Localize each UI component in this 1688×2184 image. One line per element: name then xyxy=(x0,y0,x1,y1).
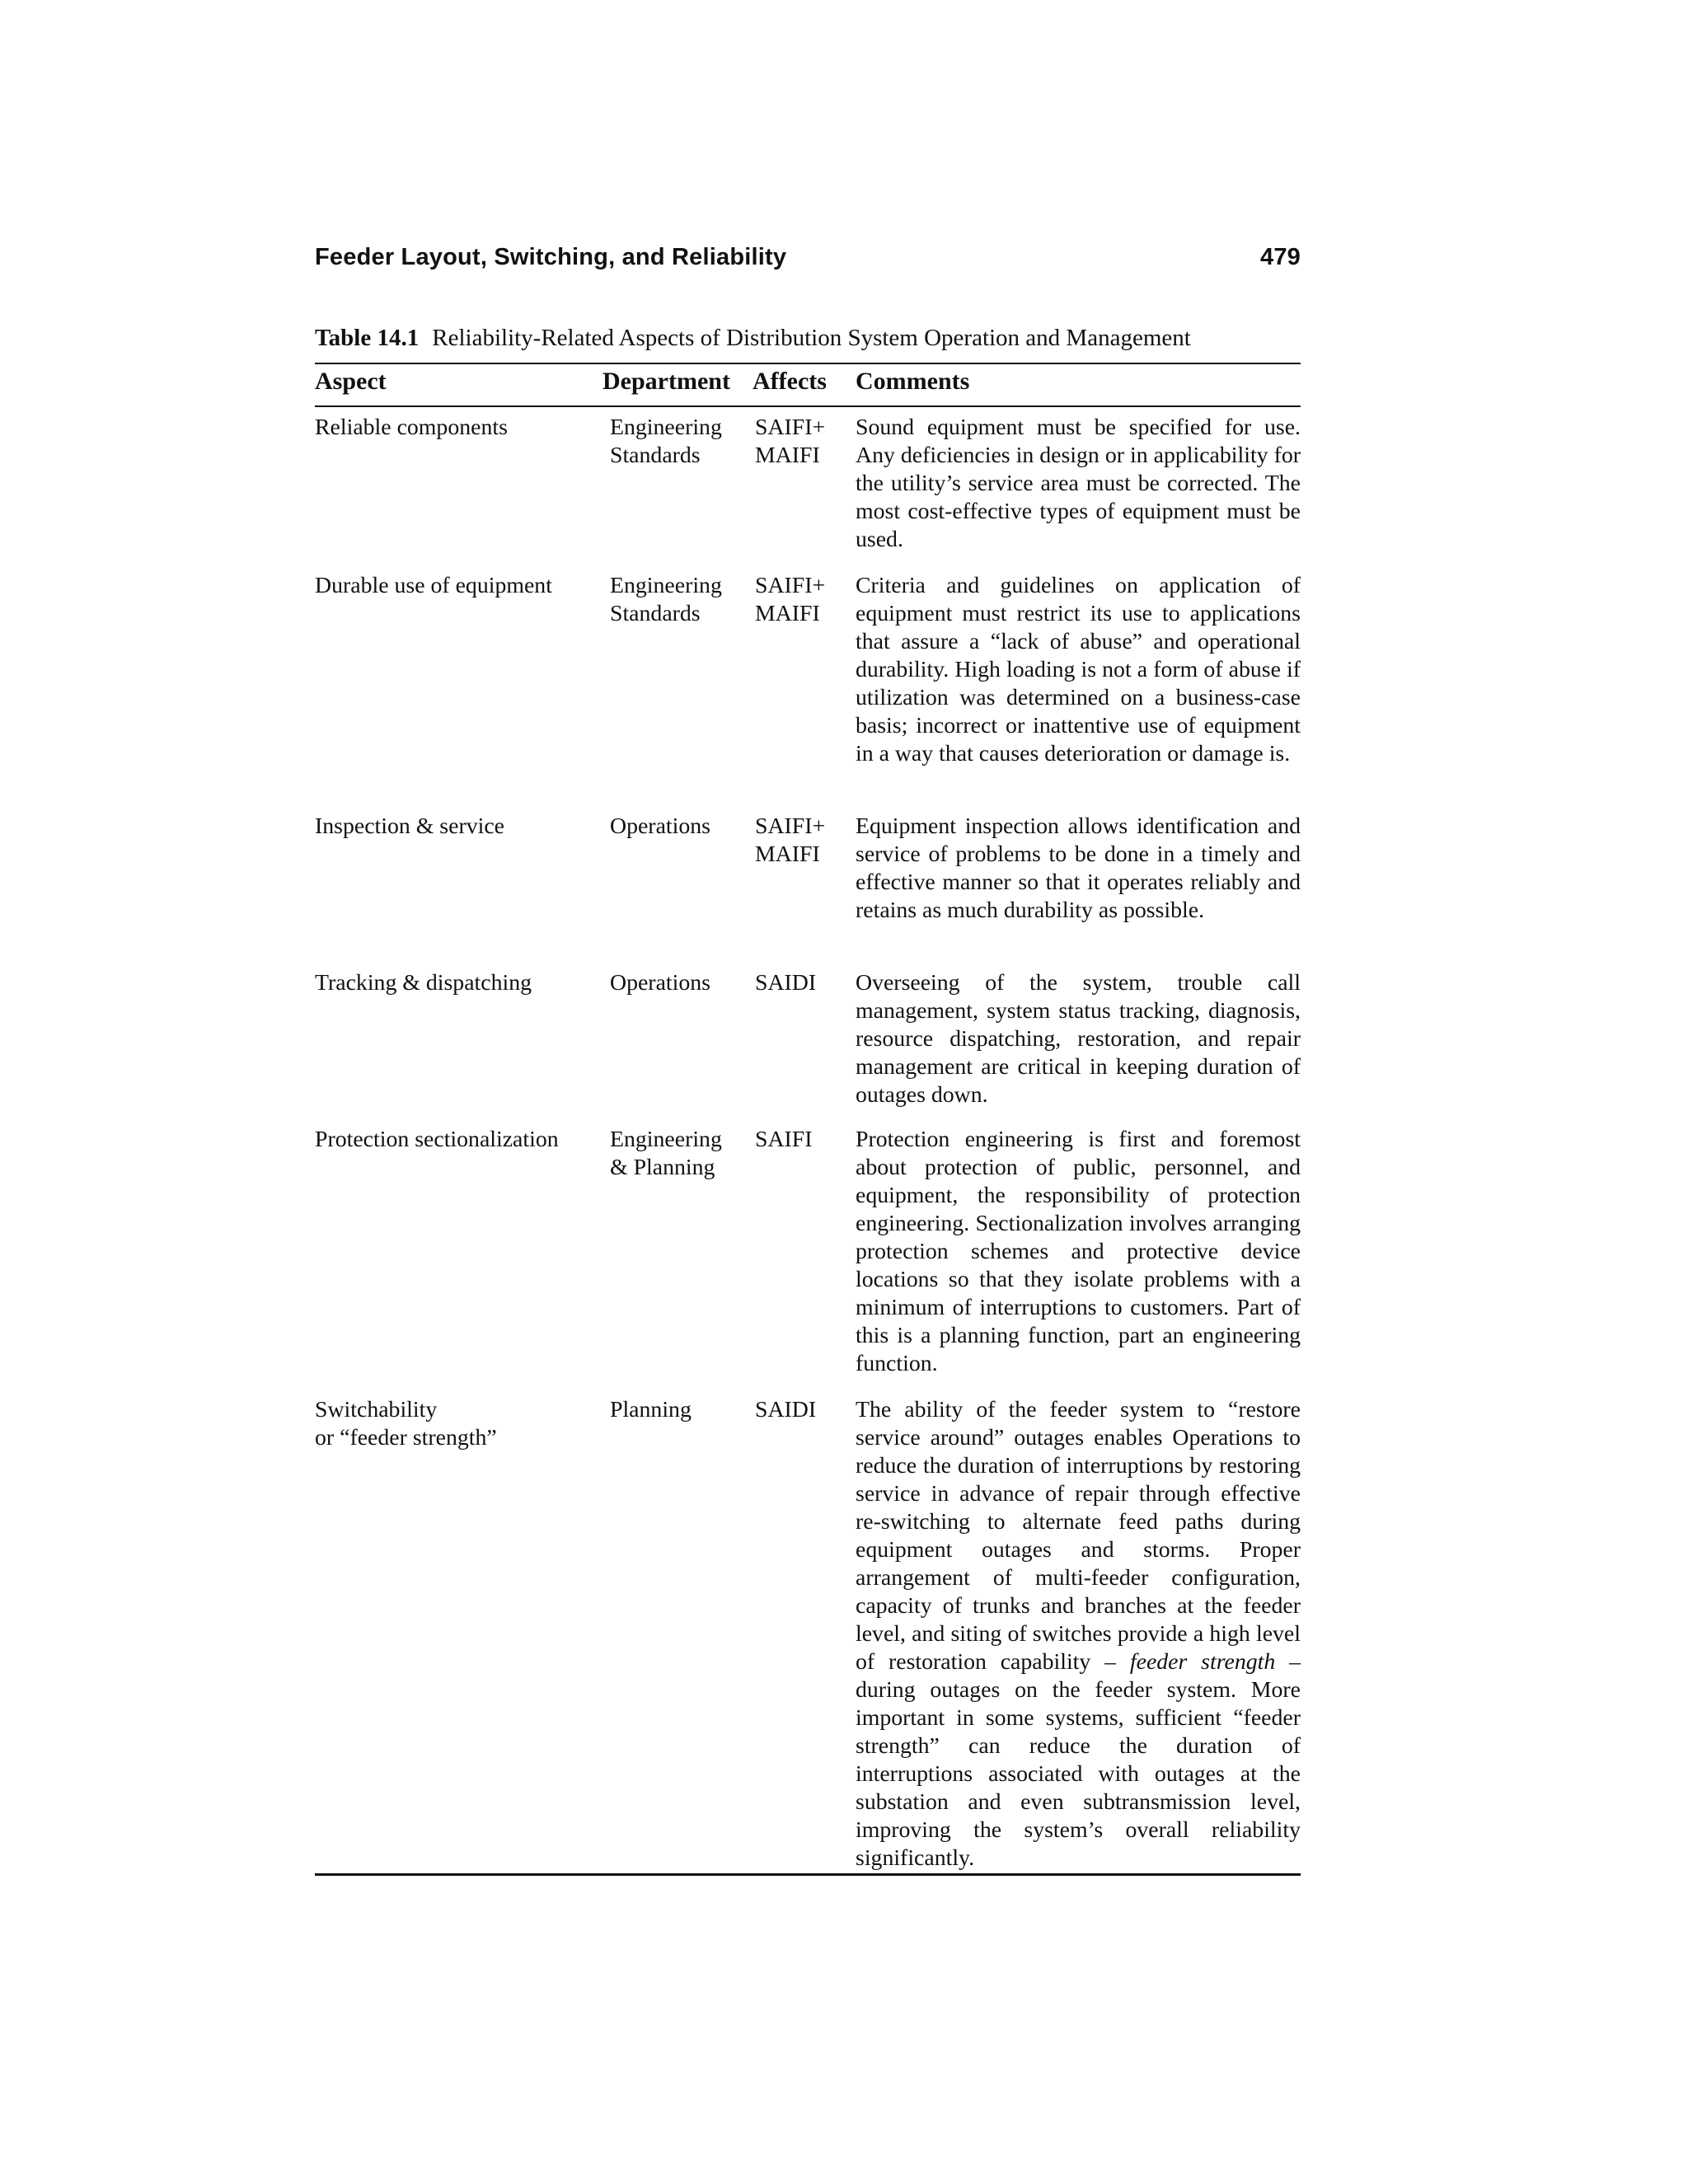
comments-emphasis: feeder strength xyxy=(1129,1649,1276,1675)
cell-department: Engineering Standards xyxy=(610,415,722,468)
cell-affects: SAIFI xyxy=(755,1127,813,1152)
cell-comments xyxy=(856,1396,1301,1872)
comments-text-before: The ability of the feeder system to “restore service around” outages enables Operations to reduce the duration of interruptions by restoring service in advance of repair through effective re-switching to alternate feed paths during equipment outages and storms. Proper arrangement of multi-feeder configuration, capacity of trunks and branches at the feeder level, and siting of switches provide a high level of restoration capability – xyxy=(856,1397,1301,1675)
cell-comments: Criteria and guidelines on application of equipment must restrict its use to applications that assure a “lack of abuse” and operational durability. High loading is not a form of abuse if utilization was determined on a business-case basis; incorrect or inattentive use of equipment in a way that causes deterioration or damage is. xyxy=(856,573,1301,766)
cell-department: Operations xyxy=(610,970,710,996)
table-header-rule xyxy=(315,405,1301,407)
cell-affects: SAIDI xyxy=(755,1397,817,1422)
cell-affects: SAIFI+ MAIFI xyxy=(755,415,826,468)
table-top-rule xyxy=(315,363,1301,364)
page-number: 479 xyxy=(1260,244,1301,270)
cell-department: Planning xyxy=(610,1397,692,1422)
table-number: Table 14.1 xyxy=(315,325,420,351)
cell-aspect: Switchability or “feeder strength” xyxy=(315,1397,497,1451)
table-title: Reliability-Related Aspects of Distribution System Operation and Management xyxy=(432,325,1191,351)
table-bottom-rule xyxy=(315,1873,1301,1876)
cell-comments: Equipment inspection allows identification and service of problems to be done in a timely and effective manner so that it operates reliably and retains as much durability as possible. xyxy=(856,813,1301,923)
cell-affects: SAIFI+ MAIFI xyxy=(755,813,826,867)
cell-comments: Protection engineering is first and foremost about protection of public, personnel, and equipment, the responsibility of protection engineering. Sectionalization involves arranging protection schemes and protective device locations so that they isolate problems with a minimum of interruptions to customers. Part of this is a planning function, part an engineering function. xyxy=(856,1127,1301,1376)
column-header-comments: Comments xyxy=(856,368,970,395)
cell-affects: SAIDI xyxy=(755,970,817,996)
running-title: Feeder Layout, Switching, and Reliability xyxy=(315,244,787,270)
cell-aspect: Tracking & dispatching xyxy=(315,970,532,996)
cell-comments: Overseeing of the system, trouble call management, system status tracking, diagnosis, resource dispatching, restoration, and repair management are critical in keeping duration of outages down. xyxy=(856,970,1301,1108)
cell-aspect: Durable use of equipment xyxy=(315,573,552,598)
cell-affects: SAIFI+ MAIFI xyxy=(755,573,826,626)
cell-aspect: Reliable components xyxy=(315,415,508,440)
cell-department: Engineering Standards xyxy=(610,573,722,626)
cell-comments: Sound equipment must be specified for use. Any deficiencies in design or in applicability for the utility’s service area must be corrected. The most cost-effective types of equipment must be used. xyxy=(856,415,1301,552)
table-caption xyxy=(315,325,1301,352)
column-header-aspect: Aspect xyxy=(315,368,387,395)
cell-department: Engineering & Planning xyxy=(610,1127,722,1180)
column-header-department: Department xyxy=(603,368,730,395)
column-header-affects: Affects xyxy=(753,368,827,395)
comments-text-after: – during outages on the feeder system. More important in some systems, sufficient “feeder strength” can reduce the duration of interruptions associated with outages at the substation and even subtransmission level, improving the system’s overall reliability significantly. xyxy=(856,1649,1301,1871)
cell-aspect: Protection sectionalization xyxy=(315,1127,559,1152)
cell-aspect: Inspection & service xyxy=(315,813,505,839)
running-header xyxy=(315,244,1301,271)
cell-department: Operations xyxy=(610,813,710,839)
